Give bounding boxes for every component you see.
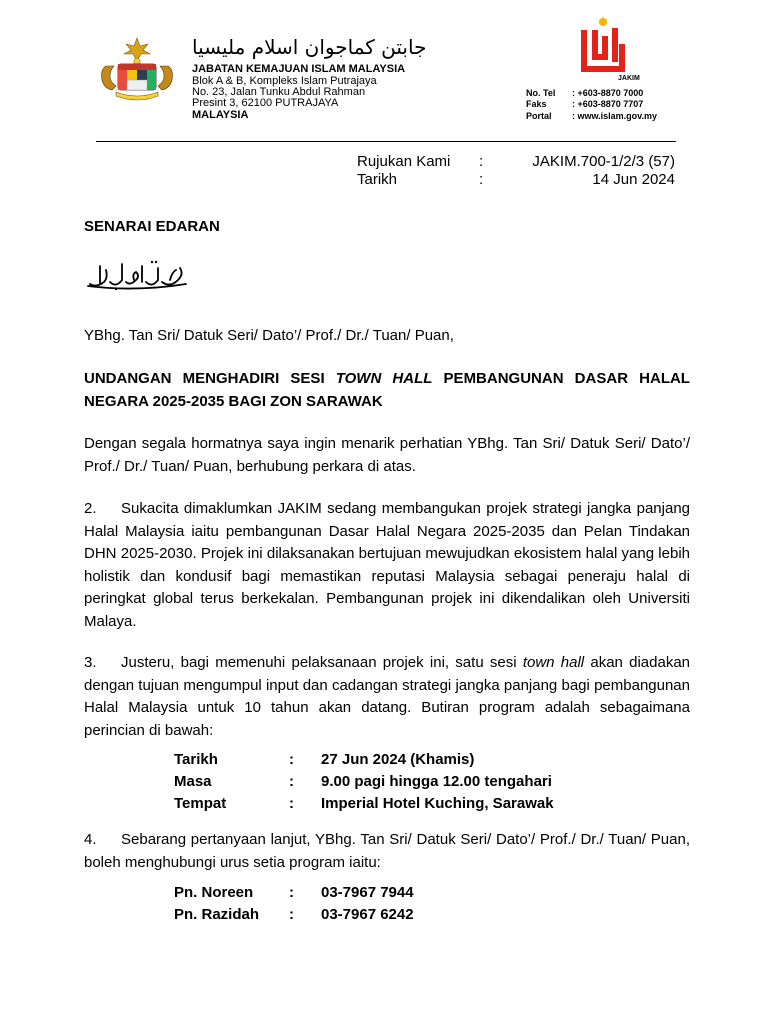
recipient-heading: SENARAI EDARAN: [84, 218, 220, 235]
address-line-1: Blok A & B, Kompleks Islam Putrajaya: [192, 75, 377, 87]
contact-person-1-name: Pn. Noreen: [174, 884, 254, 901]
contact-fax: Faks : +603-8870 7707: [526, 99, 644, 109]
paragraph-1: Dengan segala hormatnya saya ingin menarik perhatian YBhg. Tan Sri/ Datuk Seri/ Dato’/ Prof./ Dr./ Tuan/ Puan, berhubung perkara di atas.: [84, 435, 690, 475]
paragraph-4: 4. Sebarang pertanyaan lanjut, YBhg. Tan Sri/ Datuk Seri/ Dato’/ Prof./ Dr./ Tuan/ Puan, boleh menghubungi urus setia program iaitu:: [84, 831, 690, 871]
subject-line: UNDANGAN MENGHADIRI SESI TOWN HALL PEMBANGUNAN DASAR HALAL NEGARA 2025-2035 BAGI ZON SARAWAK: [84, 370, 690, 410]
event-date-separator: :: [289, 751, 294, 768]
letterhead-divider: [96, 141, 676, 142]
event-date-label: Tarikh: [174, 751, 218, 768]
ref-label: Rujukan Kami: [357, 153, 451, 170]
paragraph-3: 3. Justeru, bagi memenuhi pelaksanaan projek ini, satu sesi town hall akan diadakan dengan tujuan mengumpul input dan cadangan strategi jangka panjang bagi pembangunan Halal Malaysia untuk 10 tahun akan datang. Butiran program adalah sebagaimana perincian di bawah:: [84, 654, 691, 739]
event-venue-label: Tempat: [174, 795, 227, 812]
date-label: Tarikh: [357, 171, 398, 188]
jakim-logo-text: JAKIM: [618, 75, 640, 82]
contact-portal[interactable]: Portal : www.islam.gov.my: [526, 111, 658, 121]
contact-person-2-name: Pn. Razidah: [174, 906, 260, 923]
address-line-2: No. 23, Jalan Tunku Abdul Rahman: [192, 86, 366, 98]
ref-separator: :: [479, 153, 484, 170]
event-date-value: 27 Jun 2024 (Khamis): [321, 751, 475, 768]
contact-phone: No. Tel : +603-8870 7000: [526, 88, 644, 98]
contact-person-2-phone: 03-7967 6242: [321, 906, 414, 923]
organization-name: JABATAN KEMAJUAN ISLAM MALAYSIA: [192, 63, 406, 75]
event-venue-separator: :: [289, 795, 294, 812]
salutation: YBhg. Tan Sri/ Datuk Seri/ Dato’/ Prof./ Dr./ Tuan/ Puan,: [84, 327, 454, 344]
malaysia-coat-of-arms-icon: [94, 36, 180, 102]
event-time-value: 9.00 pagi hingga 12.00 tengahari: [321, 773, 552, 790]
paragraph-2: 2. Sukacita dimaklumkan JAKIM sedang membangukan projek strategi jangka panjang Halal Malaysia iaitu pembangunan Dasar Halal Negara 2025-2035 dan Pelan Tindakan DHN 2025-2030. Projek ini dilaksanakan bertujuan mewujudkan ekosistem halal yang lebih holistik dan kondusif bagi memastikan reputasi Malaysia sebagai peneraju halal di peringkat global terus berkekalan. Pembangunan projek ini dikendalikan oleh Universiti Malaya.: [84, 500, 690, 630]
letter-date: 14 Jun 2024: [592, 171, 675, 188]
jawi-organization-name: جابتن كماجوان اسلام مليسيا: [192, 35, 427, 59]
jakim-logo-icon: [578, 14, 640, 82]
event-time-label: Masa: [174, 773, 212, 790]
date-separator: :: [479, 171, 484, 188]
address-country: MALAYSIA: [192, 109, 249, 121]
contact-person-1-phone: 03-7967 7944: [321, 884, 414, 901]
event-time-separator: :: [289, 773, 294, 790]
address-line-3: Presint 3, 62100 PUTRAJAYA: [192, 97, 339, 109]
contact-person-1-separator: :: [289, 884, 294, 901]
ref-number: JAKIM.700-1/2/3 (57): [532, 153, 675, 170]
event-venue-value: Imperial Hotel Kuching, Sarawak: [321, 795, 554, 812]
assalamualaikum-calligraphy-icon: [86, 258, 190, 292]
contact-person-2-separator: :: [289, 906, 294, 923]
